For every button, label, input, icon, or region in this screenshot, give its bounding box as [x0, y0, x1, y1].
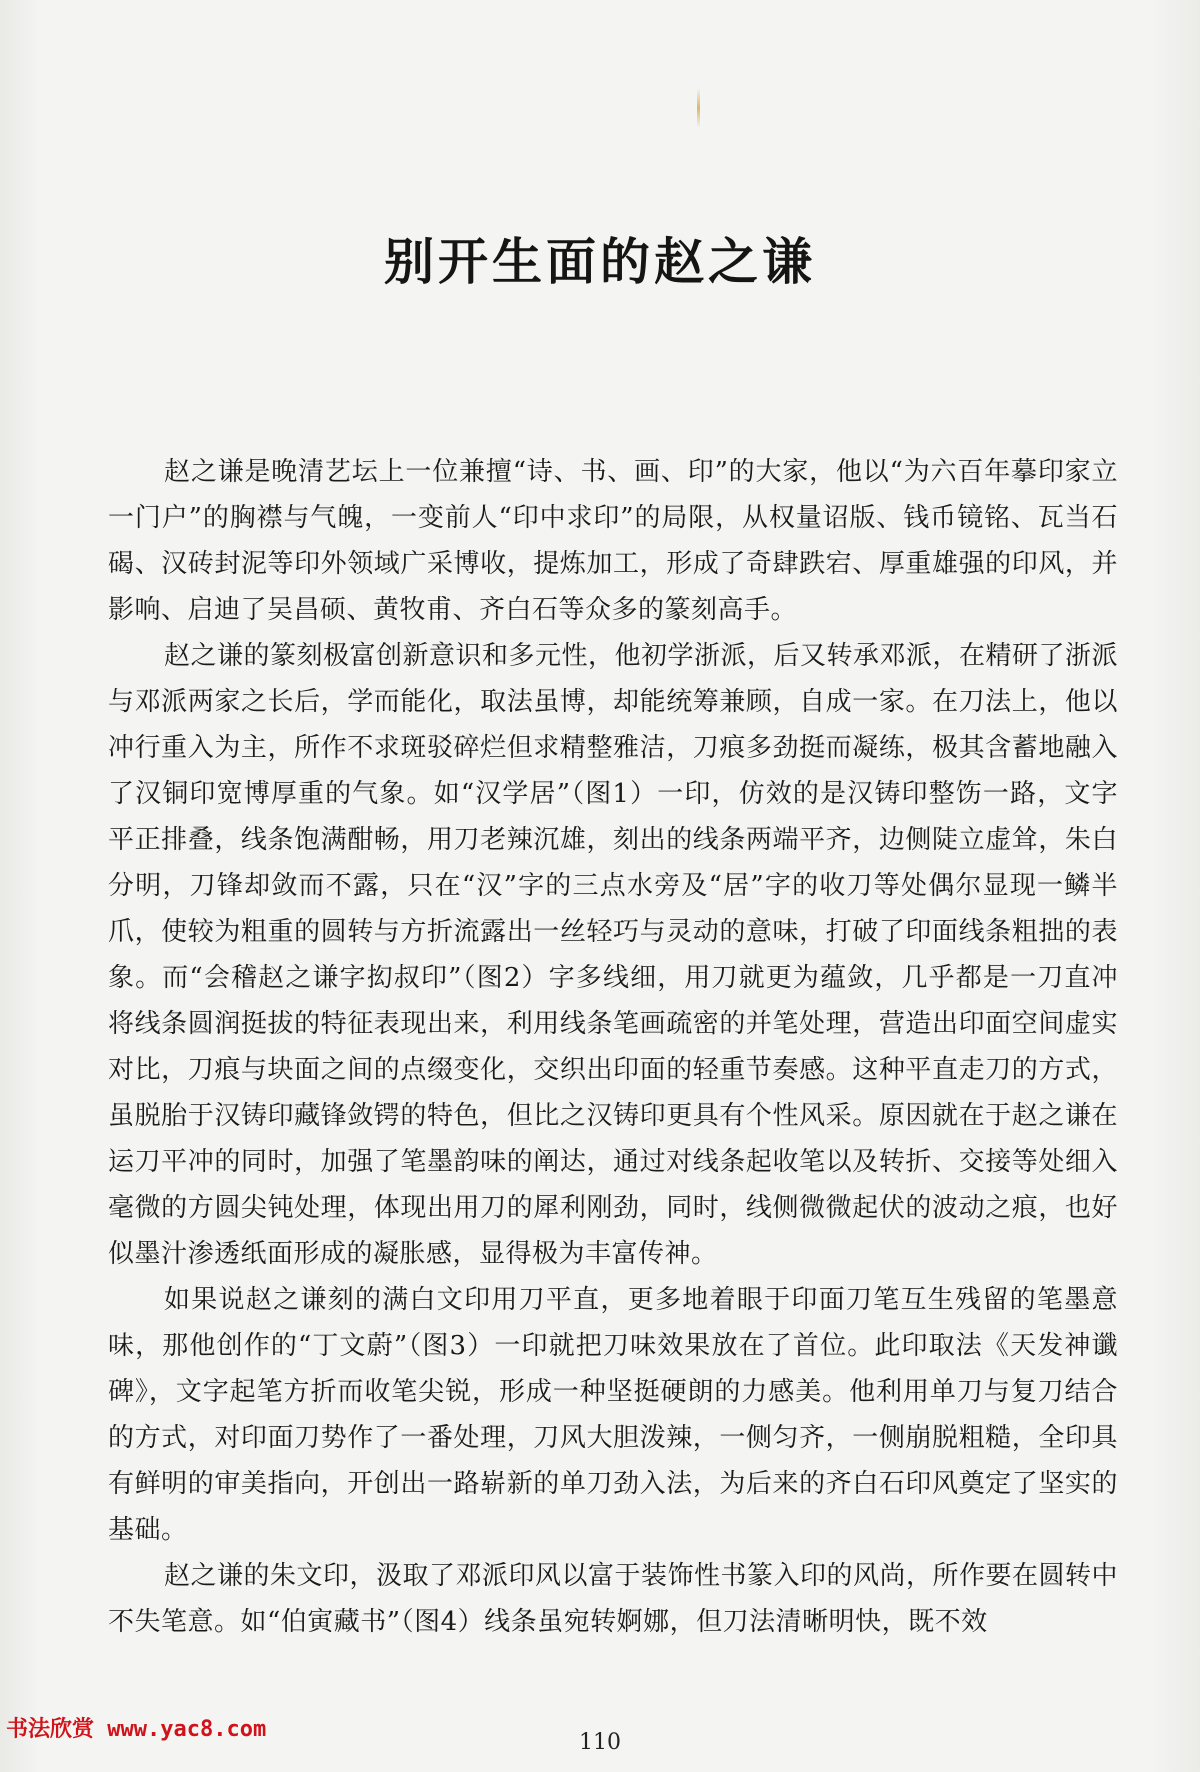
article-body [108, 449, 1118, 1645]
page-title: 别开生面的赵之谦 [384, 232, 816, 291]
paragraph-1: 赵之谦是晚清艺坛上一位兼擅“诗、书、画、印”的大家，他以“为六百年摹印家立一门户”的胸襟与气魄，一变前人“印中求印”的局限，从权量诏版、钱币镜铭、瓦当石碣、汉砖封泥等印外领域广采博收，提炼加工，形成了奇肆跌宕、厚重雄强的印风，并影响、启迪了吴昌硕、黄牧甫、齐白石等众多的篆刻高手。 [108, 457, 1118, 625]
paper-mark [697, 88, 700, 128]
paragraph-3: 如果说赵之谦刻的满白文印用刀平直，更多地着眼于印面刀笔互生残留的笔墨意味，那他创作的“丁文蔚”（图3）一印就把刀味效果放在了首位。此印取法《天发神谶碑》，文字起笔方折而收笔尖锐，形成一种坚挺硬朗的力感美。他利用单刀与复刀结合的方式，对印面刀势作了一番处理，刀风大胆泼辣，一侧匀齐，一侧崩脱粗糙，全印具有鲜明的审美指向，开创出一路崭新的单刀劲入法，为后来的齐白石印风奠定了坚实的基础。 [108, 1285, 1118, 1545]
page-number: 110 [579, 1730, 621, 1755]
site-watermark: 书法欣赏 www.yac8.com [6, 1717, 267, 1742]
paragraph-2: 赵之谦的篆刻极富创新意识和多元性，他初学浙派，后又转承邓派，在精研了浙派与邓派两家之长后，学而能化，取法虽博，却能统筹兼顾，自成一家。在刀法上，他以冲行重入为主，所作不求斑驳碎烂但求精整雅洁，刀痕多劲挺而凝练，极其含蓄地融入了汉铜印宽博厚重的气象。如“汉学居”（图1）一印，仿效的是汉铸印整饬一路，文字平正排叠，线条饱满酣畅，用刀老辣沉雄，刻出的线条两端平齐，边侧陡立虚耸，朱白分明，刀锋却敛而不露，只在“汉”字的三点水旁及“居”字的收刀等处偶尔显现一鳞半爪，使较为粗重的圆转与方折流露出一丝轻巧与灵动的意味，打破了印面线条粗拙的表象。而“会稽赵之谦字抝叔印”（图2）字多线细，用刀就更为蕴敛，几乎都是一刀直冲将线条圆润挺拔的特征表现出来，利用线条笔画疏密的并笔处理，营造出印面空间虚实对比，刀痕与块面之间的点缀变化，交织出印面的轻重节奏感。这种平直走刀的方式，虽脱胎于汉铸印藏锋敛锷的特色，但比之汉铸印更具有个性风采。原因就在于赵之谦在运刀平冲的同时，加强了笔墨韵味的阐达，通过对线条起收笔以及转折、交接等处细入毫微的方圆尖钝处理，体现出用刀的犀利刚劲，同时，线侧微微起伏的波动之痕，也好似墨汁渗透纸面形成的凝胀感，显得极为丰富传神。 [108, 641, 1119, 1269]
paragraph-4: 赵之谦的朱文印，汲取了邓派印风以富于装饰性书篆入印的风尚，所作要在圆转中不失笔意。如“伯寅藏书”（图4）线条虽宛转婀娜，但刀法清晰明快，既不效 [108, 1561, 1119, 1637]
